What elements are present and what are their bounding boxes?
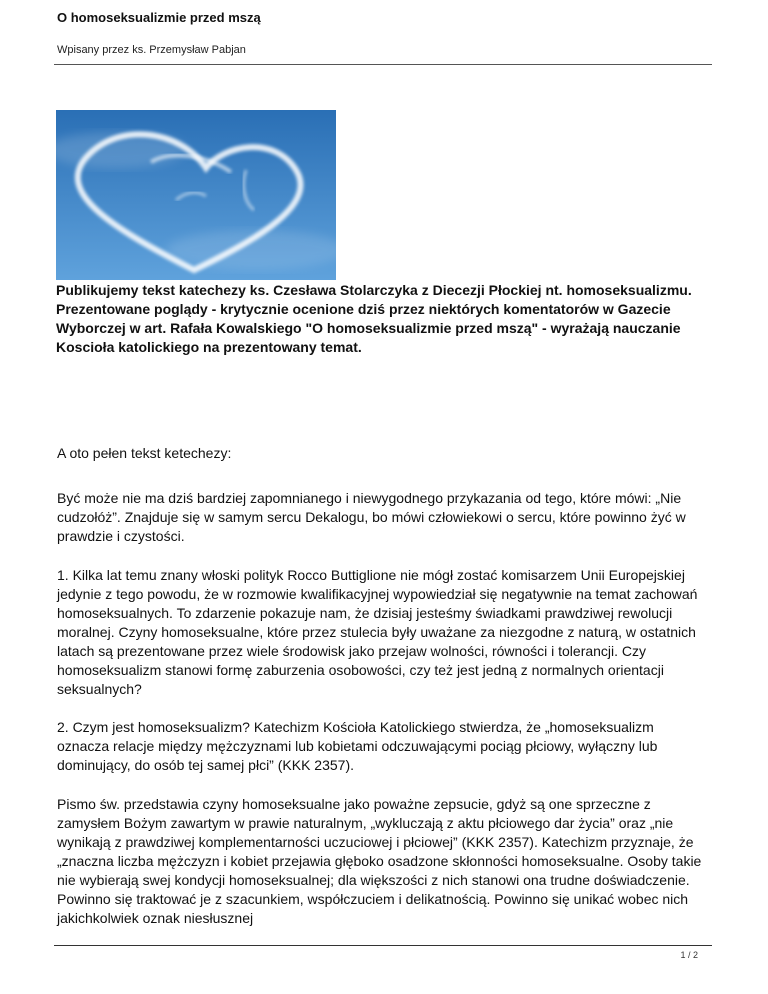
article-title: O homoseksualizmie przed mszą — [57, 10, 261, 25]
body-paragraph-1: Być może nie ma dziś bardziej zapomnianego i niewygodnego przykazania od tego, które mówi: „Nie cudzołóż”. Znajduje się w samym sercu Dekalogu, bo mówi człowiekowi o sercu, które powinno żyć w prawdzie i czystości. — [57, 490, 686, 544]
footer-divider — [54, 945, 712, 946]
intro-paragraph: A oto pełen tekst ketechezy: — [57, 445, 232, 461]
sky-heart-photo — [56, 110, 336, 280]
lead-paragraph: Publikujemy tekst katechezy ks. Czesława Stolarczyka z Diecezji Płockiej nt. homoseksualizmu. Prezentowane poglądy - krytycznie ocenione dziś przez niektórych komentatorów w Gazecie Wyborczej w art. Rafała Kowalskiego "O homoseksualizmie przed mszą" - wyrażają nauczanie Koscioła katolickiego na prezentowany temat. — [56, 282, 692, 355]
page-number: 1 / 2 — [680, 950, 698, 960]
body-paragraph-3: 2. Czym jest homoseksualizm? Katechizm Kościoła Katolickiego stwierdza, że „homoseksualizm oznacza relacje między mężczyznami lub kobietami odczuwającymi pociąg płciowy, wyłączny lub dominujący, do osób tej samej płci” (KKK 2357). — [57, 719, 658, 773]
article-byline: Wpisany przez ks. Przemysław Pabjan — [57, 44, 246, 56]
body-paragraph-2: 1. Kilka lat temu znany włoski polityk Rocco Buttiglione nie mógł zostać komisarzem Unii Europejskiej jedynie z tego powodu, że w rozmowie kwalifikacyjnej wypowiedział się negatywnie na temat zachowań homoseksualnych. To zdarzenie pokazuje nam, że dzisiaj jesteśmy świadkami prawdziwej rewolucji moralnej. Czyny homoseksualne, które przez stulecia były uważane za niezgodne z naturą, w ostatnich latach są prezentowane przez wiele środowisk jako przejaw wolności, równości i tolerancji. Czy homoseksualizm stanowi formę zaburzenia osobowości, czy też jest jedną z normalnych orientacji seksualnych? — [57, 567, 698, 697]
header-divider — [54, 64, 712, 65]
sky-heart-icon — [56, 110, 336, 280]
body-paragraph-4: Pismo św. przedstawia czyny homoseksualne jako poważne zepsucie, gdyż są one sprzeczne z zamysłem Bożym zawartym w prawie naturalnym, „wykluczają z aktu płciowego dar życia” oraz „nie wynikają z prawdziwej komplementarności uczuciowej i płciowej” (KKK 2357). Katechizm przyznaje, że „znaczna liczba mężczyzn i kobiet przejawia głęboko osadzone skłonności homoseksualne. Osoby takie nie wybierają swej kondycji homoseksualnej; dla większości z nich stanowi ona trudne doświadczenie. Powinno się traktować je z szacunkiem, współczuciem i delikatnością. Powinno się unikać wobec nich jakichkolwiek oznak niesłusznej — [57, 796, 702, 926]
